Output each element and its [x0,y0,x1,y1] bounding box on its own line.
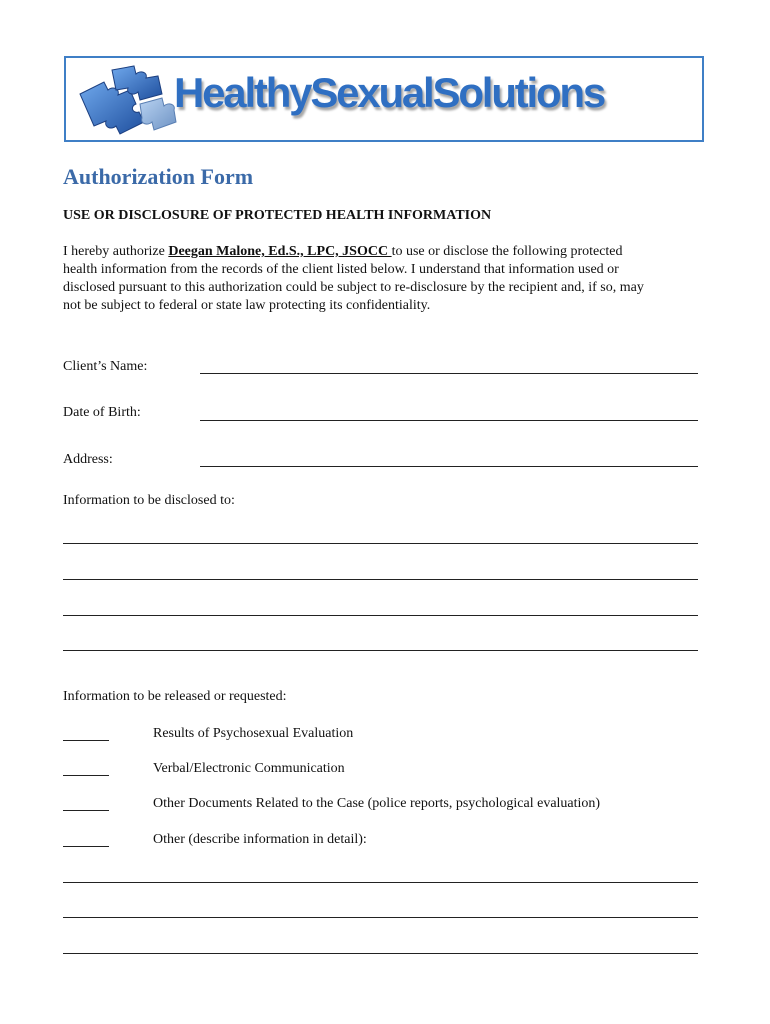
other-detail-line-2[interactable] [63,917,698,918]
puzzle-pieces-icon [74,64,178,140]
release-option-blank[interactable] [63,810,109,811]
paragraph-line-1-rest: to use or disclose the following protected [391,244,623,259]
header-logo-box [64,56,704,142]
paragraph-line-2: health information from the records of the client listed below. I understand that information used or [63,262,619,277]
logo-text: HealthySexualSolutions [174,69,605,116]
other-detail-line-1[interactable] [63,882,698,883]
address-field[interactable] [200,466,698,467]
client-name-label: Client’s Name: [63,359,148,374]
release-option-label: Verbal/Electronic Communication [153,761,345,776]
release-option-blank[interactable] [63,846,109,847]
paragraph-line-1 [63,243,703,261]
section-heading: USE OR DISCLOSURE OF PROTECTED HEALTH INFORMATION [63,208,492,223]
provider-name: Deegan Malone, Ed.S., LPC, JSOCC [168,244,392,259]
paragraph-line-3: disclosed pursuant to this authorization could be subject to re-disclosure by the recipient and, if so, may [63,280,644,295]
paragraph-line-4: not be subject to federal or state law protecting its confidentiality. [63,298,431,313]
page-title: Authorization Form [63,164,254,189]
disclosed-to-line-1[interactable] [63,543,698,544]
disclosed-to-line-2[interactable] [63,579,698,580]
other-detail-line-3[interactable] [63,953,698,954]
disclosed-to-label: Information to be disclosed to: [63,493,235,508]
disclosed-to-line-3[interactable] [63,615,698,616]
date-of-birth-field[interactable] [200,420,698,421]
date-of-birth-label: Date of Birth: [63,405,141,420]
release-option-label: Results of Psychosexual Evaluation [153,726,354,741]
paragraph-intro: I hereby authorize [63,244,165,259]
client-name-field[interactable] [200,373,698,374]
release-option-label: Other (describe information in detail): [153,832,367,847]
release-option-label: Other Documents Related to the Case (police reports, psychological evaluation) [153,796,601,811]
disclosed-to-line-4[interactable] [63,650,698,651]
release-option-blank[interactable] [63,740,109,741]
address-label: Address: [63,452,113,467]
release-option-blank[interactable] [63,775,109,776]
authorization-paragraph [63,243,703,315]
released-label: Information to be released or requested: [63,689,287,704]
